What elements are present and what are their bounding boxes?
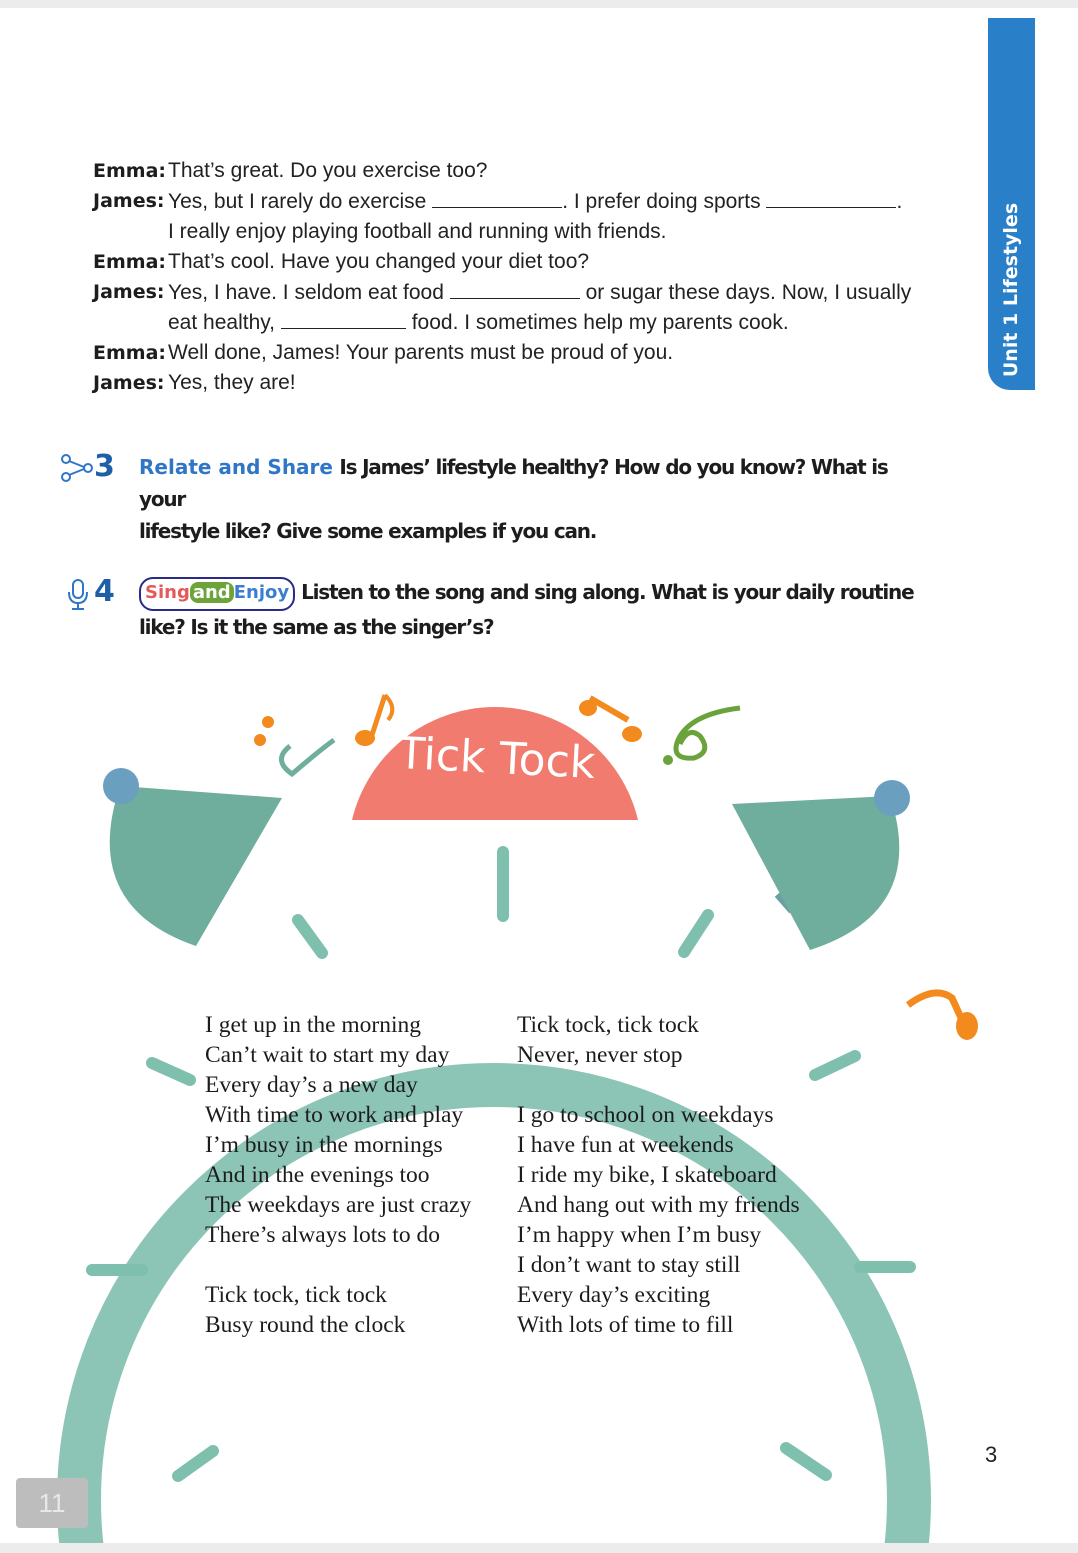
utterance: Well done, James! Your parents must be proud of you.: [168, 340, 674, 364]
dialogue-line: [93, 217, 953, 247]
answer-blank[interactable]: [766, 189, 896, 208]
lyric-line: I don’t want to stay still: [517, 1252, 741, 1278]
lyric-line: Never, never stop: [517, 1042, 683, 1068]
answer-blank[interactable]: [281, 310, 406, 329]
lyric-line: And hang out with my friends: [517, 1192, 800, 1218]
utterance: [168, 189, 902, 214]
lyric-line: Every day’s a new day: [205, 1072, 418, 1098]
share-icon: [60, 453, 94, 483]
utterance: [168, 310, 789, 335]
music-note-icon: [579, 698, 642, 742]
left-bell: [103, 768, 282, 946]
utterance: That’s great. Do you exercise too?: [168, 159, 488, 183]
lyric-line: I have fun at weekends: [517, 1132, 734, 1158]
lyric-line: Tick tock, tick tock: [517, 1012, 699, 1038]
lyric-line: With time to work and play: [205, 1102, 464, 1128]
utterance: [168, 280, 911, 305]
unit-tab-label: Unit 1 Lifestyles: [1000, 202, 1022, 378]
utterance-part: Yes, I have. I seldom eat food: [168, 280, 450, 304]
utterance-part: eat healthy,: [168, 311, 281, 335]
rest-symbol-icon: [254, 716, 334, 774]
top-border: [0, 0, 1078, 8]
page-thumbnail-badge[interactable]: 11: [16, 1478, 88, 1528]
utterance: That’s cool. Have you changed your diet too?: [168, 250, 590, 274]
lyric-line: I’m busy in the mornings: [205, 1132, 443, 1158]
dialogue-line: [93, 368, 953, 398]
utterance: I really enjoy playing football and running with friends.: [168, 219, 667, 243]
dialogue-line: [93, 247, 953, 277]
utterance-part: food. I sometimes help my parents cook.: [405, 311, 789, 335]
lyric-line: I get up in the morning: [205, 1012, 422, 1038]
speaker-name: James:: [93, 372, 165, 395]
song-title: Tick Tock: [396, 727, 597, 790]
lyric-line: There’s always lots to do: [205, 1222, 440, 1248]
utterance-part: .: [896, 189, 903, 213]
lyric-line: And in the evenings too: [205, 1162, 430, 1188]
answer-blank[interactable]: [450, 280, 580, 299]
lyric-line: With lots of time to fill: [517, 1312, 734, 1338]
right-bell: [732, 780, 910, 950]
lyric-line: [205, 1250, 471, 1280]
speaker-name: Emma:: [93, 160, 166, 183]
bottom-border: [0, 1543, 1078, 1553]
lyric-line: Every day’s exciting: [517, 1282, 711, 1308]
lyric-line: I’m happy when I’m busy: [517, 1222, 762, 1248]
utterance-part: . I prefer doing sports: [562, 189, 767, 213]
utterance: Yes, they are!: [168, 371, 296, 395]
dialogue: [93, 156, 953, 398]
dialogue-line: [93, 156, 953, 186]
activity-3: [60, 449, 940, 543]
activity-line: Listen to the song and sing along. What is your daily routine: [301, 580, 914, 604]
activity-line: like? Is it the same as the singer’s?: [139, 614, 494, 639]
lyric-line: I go to school on weekdays: [517, 1102, 774, 1128]
lyric-line: I ride my bike, I skateboard: [517, 1162, 777, 1188]
microphone-icon: [64, 578, 92, 612]
lyric-line: Tick tock, tick tock: [205, 1282, 387, 1308]
badge-word: Sing: [145, 581, 190, 603]
dialogue-line: [93, 307, 953, 337]
speaker-name: James:: [93, 281, 165, 304]
lyric-line: [517, 1070, 800, 1100]
lyric-line: The weekdays are just crazy: [205, 1192, 472, 1218]
lyrics-column-right: [517, 1010, 800, 1340]
dialogue-line: [93, 338, 953, 368]
answer-blank[interactable]: [432, 189, 562, 208]
speaker-name: Emma:: [93, 251, 166, 274]
badge-word: and: [190, 582, 234, 603]
utterance-part: Yes, but I rarely do exercise: [168, 189, 433, 213]
activity-label: Relate and Share: [139, 455, 333, 479]
lyric-line: Can’t wait to start my day: [205, 1042, 450, 1068]
lyrics-column-left: [205, 1010, 471, 1340]
speaker-name: Emma:: [93, 341, 166, 364]
activity-line: lifestyle like? Give some examples if you can.: [139, 519, 597, 543]
page-number: 3: [985, 1442, 998, 1467]
activity-4: [60, 576, 940, 646]
lyric-line: Busy round the clock: [205, 1312, 406, 1338]
dialogue-line: [93, 186, 953, 216]
dialogue-line: [93, 277, 953, 307]
speaker-name: James:: [93, 190, 165, 213]
badge-word: Enjoy: [233, 581, 290, 603]
activity-instructions: [139, 451, 939, 547]
activity-number: 3: [94, 449, 115, 484]
activity-line: Is James’ lifestyle healthy? How do you know? What is your: [139, 455, 888, 511]
music-note-icon: [355, 695, 392, 746]
activity-instructions: [139, 576, 939, 643]
music-note-icon: [908, 993, 978, 1040]
utterance-part: or sugar these days. Now, I usually: [579, 280, 912, 304]
treble-clef-icon: [663, 708, 740, 765]
sing-and-enjoy-badge: [139, 577, 295, 611]
activity-number: 4: [94, 574, 115, 609]
